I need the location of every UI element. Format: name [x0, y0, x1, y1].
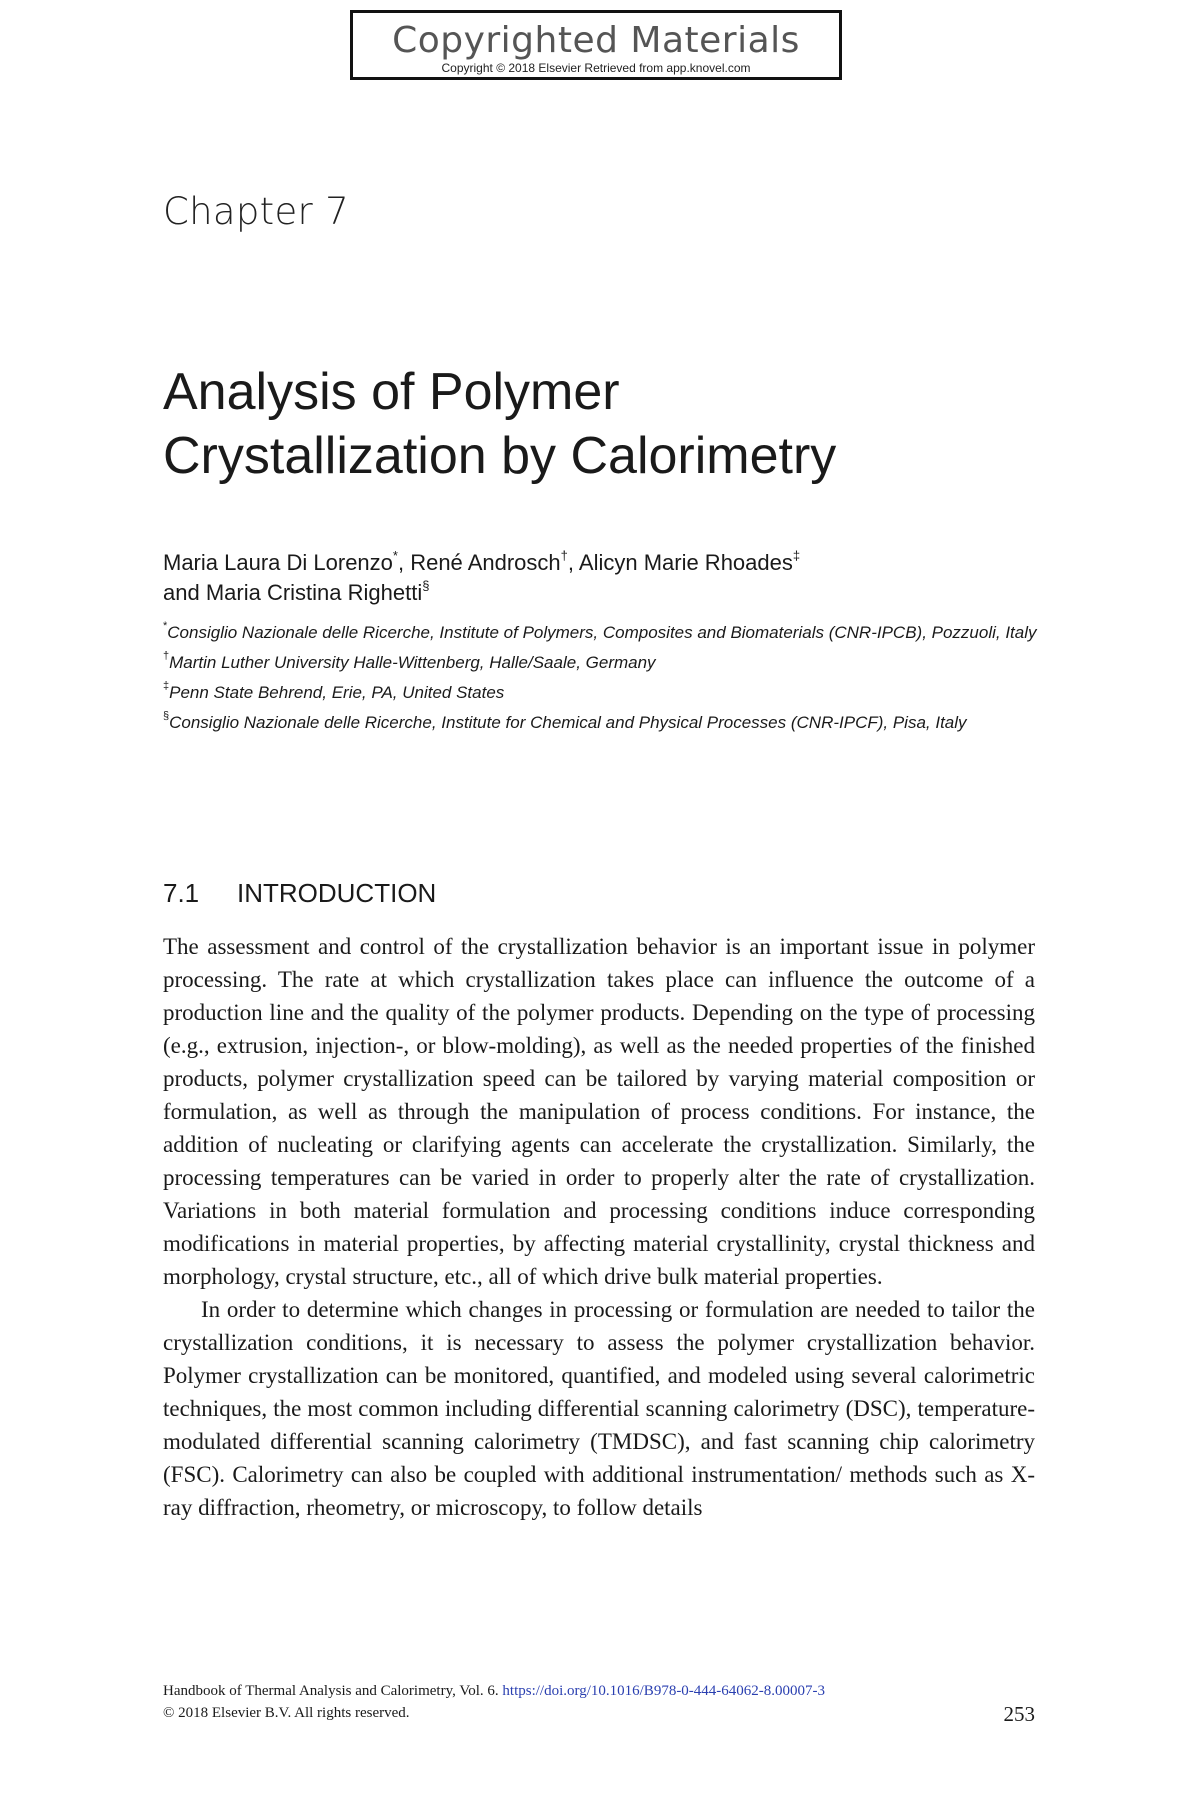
- section-heading: [163, 878, 436, 909]
- copyright-line: © 2018 Elsevier B.V. All rights reserved.: [163, 1705, 410, 1721]
- author-list: [163, 548, 1043, 608]
- chapter-title-line-1: Analysis of Polymer: [163, 363, 620, 421]
- author-name: Maria Laura Di Lorenzo: [163, 550, 393, 575]
- stamp-title: Copyrighted Materials: [392, 20, 800, 61]
- chapter-label: Chapter 7: [163, 190, 349, 233]
- footer-reference: [163, 1680, 825, 1724]
- body-text: [163, 930, 1035, 1524]
- affiliation-text: Penn State Behrend, Erie, PA, United States: [169, 683, 505, 702]
- author-name: René Androsch: [410, 550, 561, 575]
- paragraph: The assessment and control of the crystallization behavior is an important issue in polymer processing. The rate at which crystallization takes place can influence the outcome of a production line and the quality of the polymer products. Depending on the type of processing (e.g., extrusion, injection-, or blow-molding), as well as the needed properties of the finished products, polymer crystallization speed can be tailored by varying material composition or formulation, as well as through the manipulation of process conditions. For instance, the addition of nucleating or clarifying agents can accelerate the crystallization. Similarly, the processing temperatures can be varied in order to properly alter the rate of crystallization. Variations in both material formulation and processing conditions induce corresponding modifications in material properties, by affecting material crystallinity, crystal thickness and morphology, crystal structure, etc., all of which drive bulk material properties.: [163, 934, 1035, 1289]
- author-mark: ‡: [792, 547, 801, 563]
- author-name: Alicyn Marie Rhoades: [578, 550, 793, 575]
- affiliation-mark: §: [163, 710, 170, 723]
- author-mark: *: [392, 547, 398, 563]
- book-citation: Handbook of Thermal Analysis and Calorimetry, Vol. 6.: [163, 1683, 503, 1699]
- affiliation-text: Martin Luther University Halle-Wittenberg, Halle/Saale, Germany: [169, 653, 656, 672]
- page-number: 253: [1003, 1702, 1035, 1726]
- author-mark: †: [560, 547, 568, 563]
- author-mark: §: [422, 577, 430, 593]
- paragraph: In order to determine which changes in processing or formulation are needed to tailor the crystallization conditions, it is necessary to assess the polymer crystallization behavior. Polymer crystallization can be monitored, quantified, and modeled using several calorimetric techniques, the most common including differential scanning calorimetry (DSC), temperature-modulated differential scanning calorimetry (TMDSC), and fast scanning chip calorimetry (FSC). Calorimetry can also be coupled with additional instrumentation/ methods such as X-ray diffraction, rheometry, or microscopy, to follow details: [163, 1297, 1035, 1520]
- affiliation-mark: *: [163, 620, 168, 633]
- section-number: 7.1: [163, 878, 200, 908]
- author-name: and Maria Cristina Righetti: [163, 580, 423, 605]
- author-separator: ,: [397, 550, 411, 575]
- chapter-title-line-2: Crystallization by Calorimetry: [163, 427, 837, 485]
- affiliation: [163, 678, 1043, 708]
- affiliation: [163, 618, 1043, 648]
- affiliation-mark: ‡: [163, 680, 170, 693]
- affiliation-text: Consiglio Nazionale delle Ricerche, Institute of Polymers, Composites and Biomaterials (CNR-IPCB), Pozzuoli, Italy: [167, 623, 1037, 642]
- doi-link[interactable]: https://doi.org/10.1016/B978-0-444-64062-8.00007-3: [502, 1683, 826, 1699]
- affiliation: [163, 648, 1043, 678]
- author-separator: ,: [567, 550, 579, 575]
- affiliation-mark: †: [163, 650, 170, 663]
- copyright-stamp: [350, 10, 842, 80]
- stamp-subtitle: Copyright © 2018 Elsevier Retrieved from app.knovel.com: [441, 61, 751, 75]
- affiliation-text: Consiglio Nazionale delle Ricerche, Institute for Chemical and Physical Processes (CNR-IPCF), Pisa, Italy: [169, 713, 967, 732]
- affiliation: [163, 708, 1043, 738]
- section-title: INTRODUCTION: [237, 878, 437, 908]
- chapter-title: [163, 360, 1063, 488]
- affiliation-list: [163, 618, 1043, 738]
